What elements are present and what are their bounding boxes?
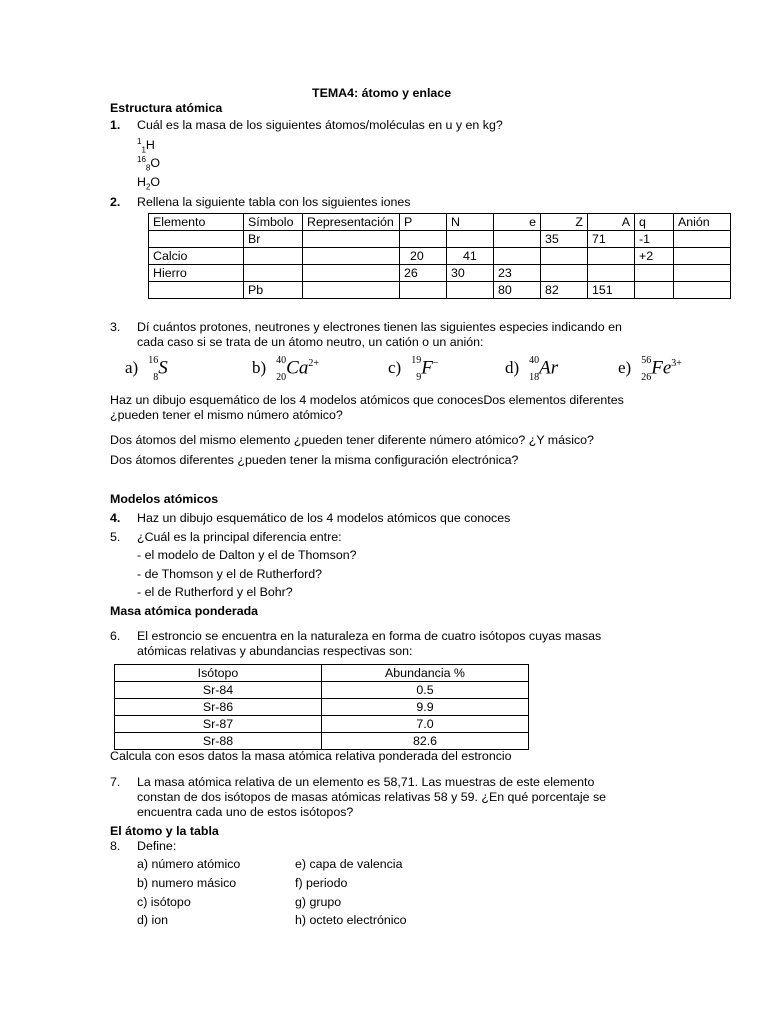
table-cell <box>635 282 674 299</box>
table-cell <box>149 282 244 299</box>
table-cell: 9.9 <box>322 699 529 716</box>
header-cell: Z <box>541 214 588 231</box>
question-number: 2. <box>110 195 121 209</box>
paragraph: Dos átomos del mismo elemento ¿pueden tener diferente número atómico? ¿Y másico? <box>110 433 594 447</box>
table-cell: 7.0 <box>322 716 529 733</box>
table-row <box>115 682 529 699</box>
table-cell <box>541 265 588 282</box>
list-item: h) octeto electrónico <box>295 913 407 927</box>
table-cell: Calcio <box>149 248 244 265</box>
question-number: 7. <box>110 775 121 789</box>
list-item: f) periodo <box>295 876 348 890</box>
header-cell: Representación <box>303 214 400 231</box>
header-cell: Isótopo <box>115 665 322 682</box>
table-cell: Br <box>244 231 303 248</box>
header-cell: Anión <box>674 214 731 231</box>
paragraph: Calcula con esos datos la masa atómica relativa ponderada del estroncio <box>110 749 512 763</box>
list-item: a) número atómico <box>137 857 241 871</box>
table-header-row <box>149 214 731 231</box>
header-cell: Elemento <box>149 214 244 231</box>
table-cell: 0.5 <box>322 682 529 699</box>
table-cell <box>244 265 303 282</box>
table-cell: Sr-84 <box>115 682 322 699</box>
table-row <box>115 733 529 750</box>
table-cell: Pb <box>244 282 303 299</box>
question-text: Dí cuántos protones, neutrones y electrones tienen las siguientes especies indicando en <box>137 320 622 334</box>
question-text-cont: cada caso si se trata de un átomo neutro, un catión o un anión: <box>137 335 484 349</box>
section-heading-atomo-tabla: El átomo y la tabla <box>110 824 219 838</box>
species-a: a) 16 8 S <box>125 355 168 383</box>
question-text: La masa atómica relativa de un elemento es 58,71. Las muestras de este elemento <box>137 775 595 789</box>
species-e: e) 56 26 $Fe^{3+}$ <box>618 355 682 383</box>
list-item: - el modelo de Dalton y el de Thomson? <box>137 548 357 562</box>
table-cell <box>674 231 731 248</box>
table-cell <box>303 265 400 282</box>
table-cell: 71 <box>588 231 635 248</box>
table-cell <box>588 248 635 265</box>
list-item: d) ion <box>137 913 168 927</box>
table-cell: Hierro <box>149 265 244 282</box>
table-cell: 82.6 <box>322 733 529 750</box>
question-number: 8. <box>110 839 121 853</box>
table-cell <box>494 231 541 248</box>
table-cell: 82 <box>541 282 588 299</box>
table-cell <box>447 231 494 248</box>
table-cell <box>303 248 400 265</box>
question-text-cont: atómicas relativas y abundancias respectivas son: <box>137 644 413 658</box>
section-heading-estructura: Estructura atómica <box>110 101 223 115</box>
table-cell: 23 <box>494 265 541 282</box>
table-cell <box>674 265 731 282</box>
question-number: 5. <box>110 530 121 544</box>
table-cell: 20 <box>400 248 447 265</box>
table-cell <box>635 265 674 282</box>
header-cell: Abundancia % <box>322 665 529 682</box>
question-text: ¿Cuál es la principal diferencia entre: <box>137 530 342 544</box>
table-cell <box>447 282 494 299</box>
question-number: 4. <box>110 511 121 525</box>
table-cell: 35 <box>541 231 588 248</box>
header-cell: P <box>400 214 447 231</box>
question-text: Rellena la siguiente tabla con los siguientes iones <box>137 195 411 209</box>
table-cell <box>588 265 635 282</box>
table-cell <box>541 248 588 265</box>
page-title: TEMA4: átomo y enlace <box>312 86 452 100</box>
table-cell <box>674 282 731 299</box>
question-text-cont: constan de dos isótopos de masas atómicas relativas 58 y 59. ¿En qué porcentaje se <box>137 790 607 804</box>
table-cell: Sr-87 <box>115 716 322 733</box>
table-cell <box>303 282 400 299</box>
table-cell <box>674 248 731 265</box>
table-cell <box>400 282 447 299</box>
question-text: Define: <box>137 839 177 853</box>
header-cell: Símbolo <box>244 214 303 231</box>
paragraph: ¿pueden tener el mismo número atómico? <box>110 408 343 422</box>
question-text-cont: encuentra cada uno de estos isótopos? <box>137 805 354 819</box>
list-item: g) grupo <box>295 895 342 909</box>
section-heading-modelos: Modelos atómicos <box>110 492 219 506</box>
ions-table <box>148 213 731 299</box>
table-cell <box>400 231 447 248</box>
question-number: 3. <box>110 320 121 334</box>
table-header-row <box>115 665 529 682</box>
question-number: 6. <box>110 629 121 643</box>
question-text: El estroncio se encuentra en la naturaleza en forma de cuatro isótopos cuyas masas <box>137 629 602 643</box>
species-c: c) 19 9 F− <box>388 355 439 383</box>
paragraph: Haz un dibujo esquemático de los 4 modelos atómicos que conocesDos elementos diferentes <box>110 393 624 407</box>
table-cell: 151 <box>588 282 635 299</box>
table-cell <box>244 248 303 265</box>
question-text: Haz un dibujo esquemático de los 4 modelos atómicos que conoces <box>137 511 511 525</box>
list-item: e) capa de valencia <box>295 857 403 871</box>
table-cell <box>149 231 244 248</box>
table-row <box>149 265 731 282</box>
header-cell: q <box>635 214 674 231</box>
table-cell: 26 <box>400 265 447 282</box>
list-item: - de Thomson y el de Rutherford? <box>137 567 323 581</box>
header-cell: N <box>447 214 494 231</box>
question-text: Cuál es la masa de los siguientes átomos/moléculas en u y en kg? <box>137 118 503 132</box>
table-cell <box>494 248 541 265</box>
list-item: - el de Rutherford y el Bohr? <box>137 585 293 599</box>
table-cell: Sr-86 <box>115 699 322 716</box>
isotopes-table <box>114 664 529 750</box>
table-row <box>115 716 529 733</box>
species-b: b) 40 20 $Ca^{2+}$ <box>252 355 319 383</box>
isotope-h: $^1_1$H <box>137 137 155 155</box>
table-cell: 30 <box>447 265 494 282</box>
water-formula: $H_2O$ <box>137 175 161 192</box>
list-item: b) numero másico <box>137 876 237 890</box>
table-row <box>149 282 731 299</box>
paragraph: Dos átomos diferentes ¿pueden tener la misma configuración electrónica? <box>110 453 519 467</box>
question-number: 1. <box>110 118 121 132</box>
header-cell: e <box>494 214 541 231</box>
list-item: c) isótopo <box>137 895 191 909</box>
table-cell: Sr-88 <box>115 733 322 750</box>
section-heading-masa: Masa atómica ponderada <box>110 604 259 618</box>
table-cell: +2 <box>635 248 674 265</box>
isotope-o: $^{16}_8$O <box>137 155 160 173</box>
header-cell: A <box>588 214 635 231</box>
table-row <box>149 248 731 265</box>
table-cell: 80 <box>494 282 541 299</box>
table-cell: 41 <box>447 248 494 265</box>
table-cell <box>303 231 400 248</box>
table-cell: -1 <box>635 231 674 248</box>
table-row <box>115 699 529 716</box>
table-row <box>149 231 731 248</box>
species-d: d) 40 18 Ar <box>505 355 559 383</box>
